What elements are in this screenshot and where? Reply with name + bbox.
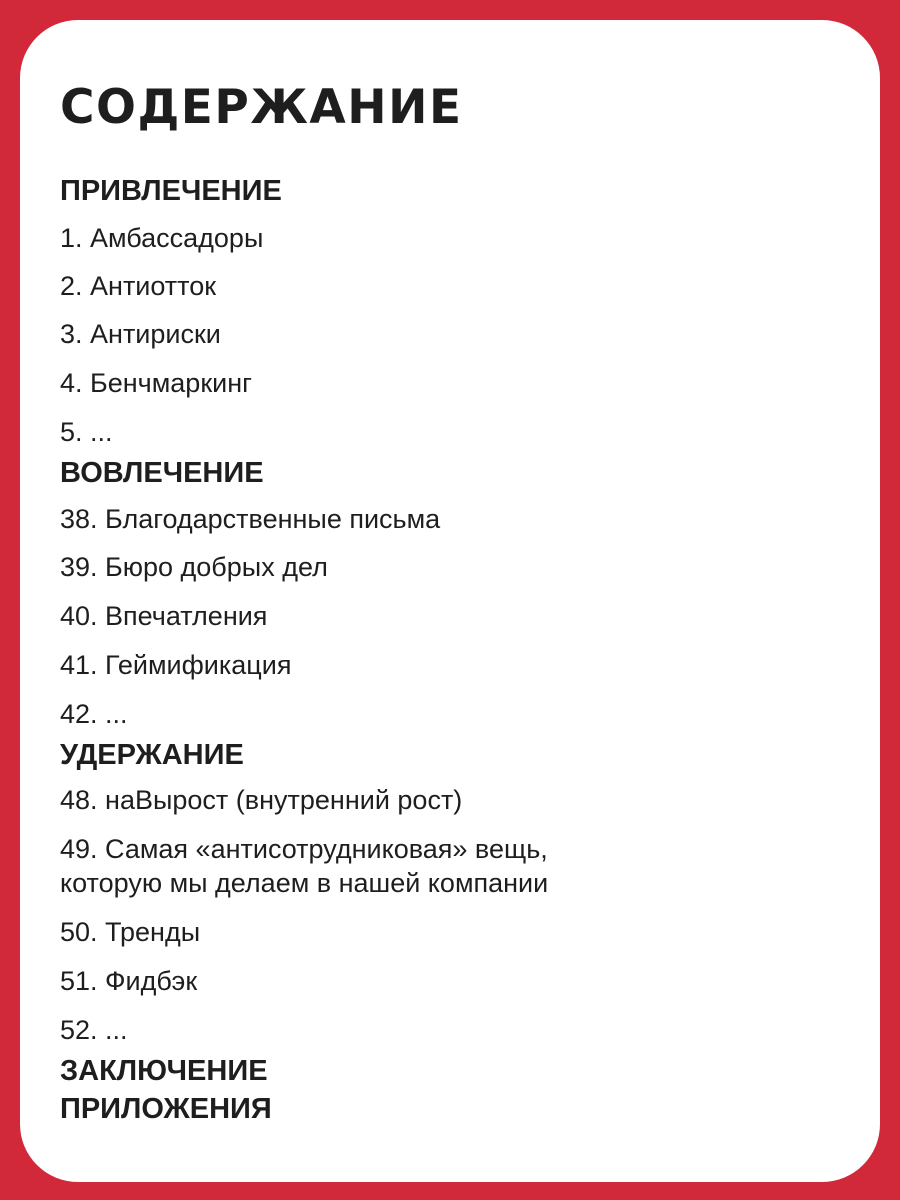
toc-item: 52. ... xyxy=(60,1015,128,1045)
page-title: СОДЕРЖАНИЕ xyxy=(60,80,463,135)
toc-item: 51. Фидбэк xyxy=(60,966,198,996)
toc-item: 40. Впечатления xyxy=(60,601,268,631)
toc-item: 41. Геймификация xyxy=(60,650,292,680)
section-heading-retention: УДЕРЖАНИЕ xyxy=(60,739,244,771)
toc-item: 50. Тренды xyxy=(60,917,201,947)
toc-item: 38. Благодарственные письма xyxy=(60,504,441,534)
toc-item: 3. Антириски xyxy=(60,319,221,349)
section-heading-attraction: ПРИВЛЕЧЕНИЕ xyxy=(60,175,282,207)
toc-item: 5. ... xyxy=(60,417,113,447)
toc-item: 48. наВырост (внутренний рост) xyxy=(60,785,463,815)
toc-item: 1. Амбассадоры xyxy=(60,223,264,253)
section-heading-appendices: ПРИЛОЖЕНИЯ xyxy=(60,1093,272,1125)
toc-item: 39. Бюро добрых дел xyxy=(60,552,328,582)
toc-item-continuation: которую мы делаем в нашей компании xyxy=(60,868,549,898)
toc-item: 4. Бенчмаркинг xyxy=(60,368,252,398)
section-heading-conclusion: ЗАКЛЮЧЕНИЕ xyxy=(60,1055,268,1087)
toc-item: 2. Антиотток xyxy=(60,271,217,301)
toc-item: 42. ... xyxy=(60,699,128,729)
section-heading-engagement: ВОВЛЕЧЕНИЕ xyxy=(60,457,264,489)
toc-item: 49. Самая «антисотрудниковая» вещь, xyxy=(60,834,548,864)
